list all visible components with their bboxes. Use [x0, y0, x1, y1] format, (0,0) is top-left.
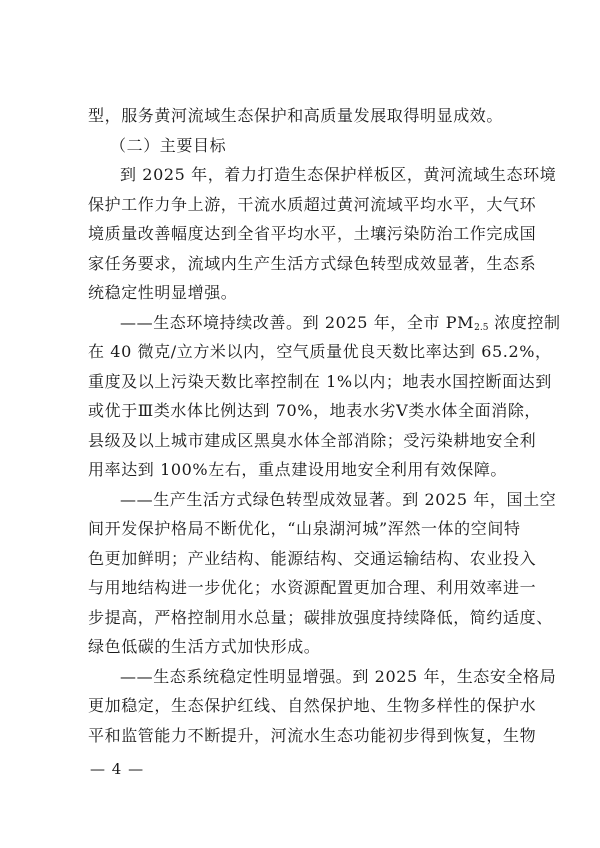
text-line: ——生态系统稳定性明显增强。到 2025 年，生态安全格局 — [120, 666, 557, 686]
text-line: 在 40 微克/立方米以内，空气质量优良天数比率达到 65.2%， — [88, 342, 552, 361]
text-line: 用率达到 100%左右，重点建设用地安全利用有效保障。 — [88, 460, 508, 479]
text-line: 绿色低碳的生活方式加快形成。 — [88, 637, 321, 656]
body-text — [88, 101, 561, 750]
text-line: 间开发保护格局不断优化，“山泉湖河城”浑然一体的空间特 — [88, 519, 521, 538]
text-line: 重度及以上污染天数比率控制在 1%以内；地表水国控断面达到 — [88, 371, 552, 391]
text-line: 到 2025 年，着力打造生态保护样板区，黄河流域生态环境 — [120, 165, 557, 184]
text-line: 统稳定性明显增强。 — [88, 283, 238, 302]
text-line: 与用地结构进一步优化；水资源配置更加合理、利用效率进一 — [88, 578, 537, 597]
text-line: 型，服务黄河流域生态保护和高质量发展取得明显成效。 — [88, 106, 504, 125]
section-heading: （二）主要目标 — [110, 135, 227, 155]
text-line: 境质量改善幅度达到全省平均水平，土壤污染防治工作完成国 — [88, 224, 537, 243]
text-line: 或优于Ⅲ类水体比例达到 70%，地表水劣Ⅴ类水体全面消除， — [88, 401, 542, 420]
text-line: 步提高，严格控制用水总量；碳排放强度持续降低，简约适度、 — [88, 607, 553, 627]
text-line: 县级及以上城市建成区黑臭水体全部消除；受污染耕地安全利 — [88, 430, 537, 450]
text-segment: ——生态环境持续改善。到 2025 年，全市 PM — [120, 312, 475, 332]
text-line — [88, 308, 561, 338]
text-line: 保护工作力争上游，干流水质超过黄河流域平均水平，大气环 — [88, 194, 537, 214]
text-line: 色更加鲜明；产业结构、能源结构、交通运输结构、农业投入 — [88, 548, 537, 568]
text-segment: 浓度控制 — [488, 312, 561, 332]
pm-subscript: 2.5 — [474, 322, 489, 333]
page-number: — 4 — — [90, 760, 145, 778]
text-line: ——生产生活方式绿色转型成效显著。到 2025 年，国土空 — [120, 489, 557, 509]
text-line: 平和监管能力不断提升，河流水生态功能初步得到恢复，生物 — [88, 725, 537, 745]
text-line: 更加稳定，生态保护红线、自然保护地、生物多样性的保护水 — [88, 696, 537, 715]
text-line: 家任务要求，流域内生产生活方式绿色转型成效显著，生态系 — [88, 253, 537, 273]
